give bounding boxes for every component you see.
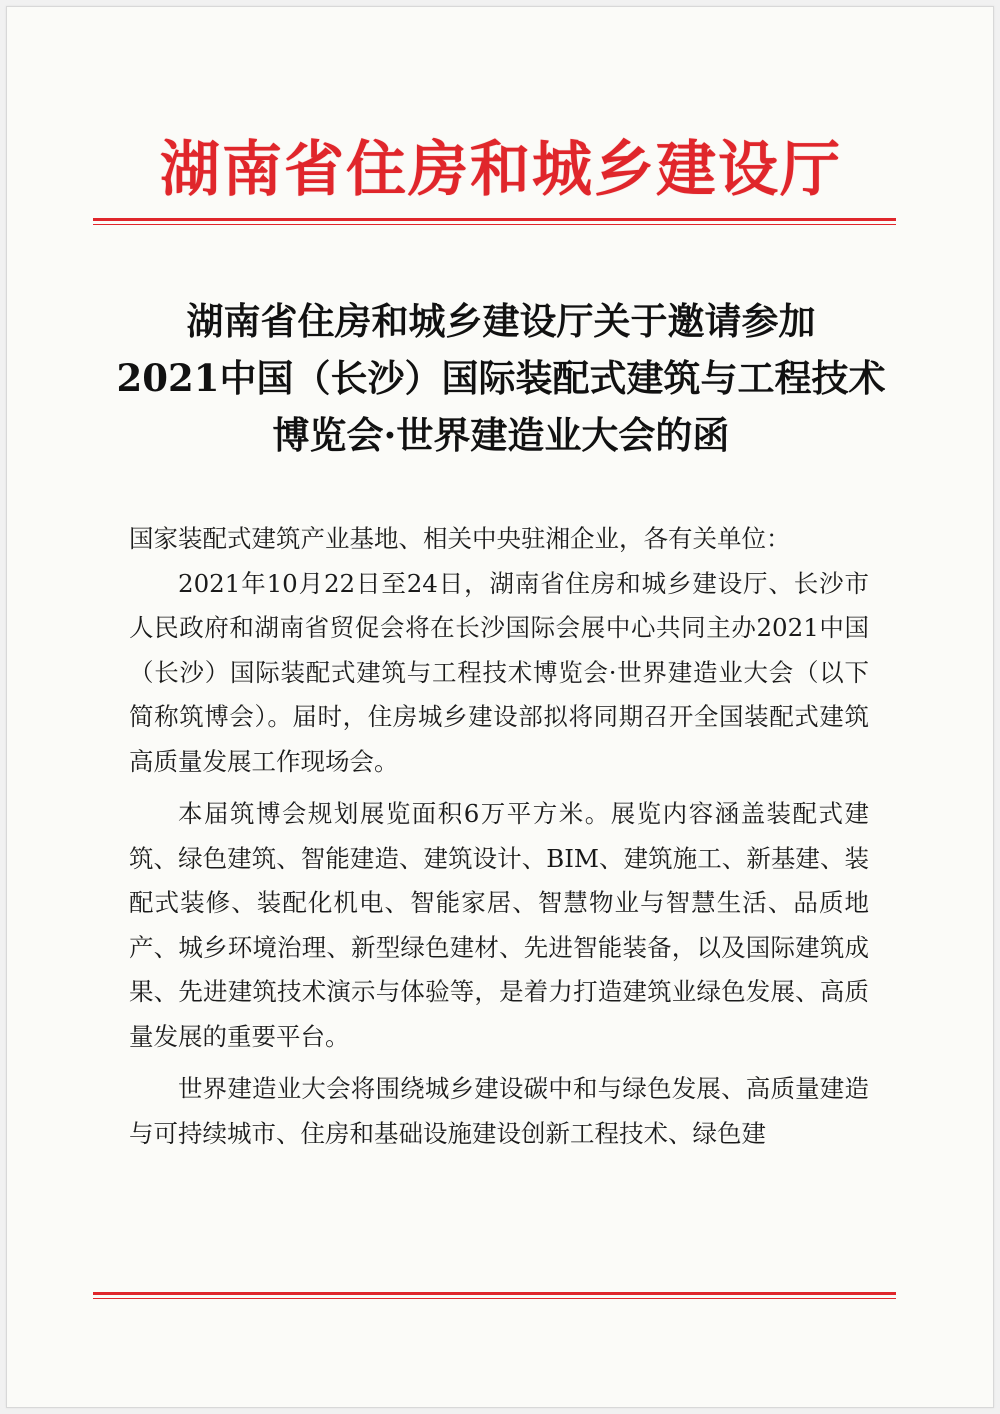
masthead-red-rule <box>93 218 896 225</box>
title-line-1: 湖南省住房和城乡建设厅关于邀请参加 <box>186 299 816 343</box>
red-rule-thick-line <box>93 218 896 221</box>
salutation: 国家装配式建筑产业基地、相关中央驻湘企业，各有关单位： <box>129 524 791 553</box>
body-paragraph-1: 2021年10月22日至24日，湖南省住房和城乡建设厅、长沙市人民政府和湖南省贸促会将在长沙国际会展中心共同主办2021中国（长沙）国际装配式建筑与工程技术博览会·世界建造业大会（以下简称筑博会）。届时，住房城乡建设部拟将同期召开全国装配式建筑高质量发展工作现场会。 <box>129 568 869 776</box>
document-body <box>129 517 869 1156</box>
footer-rule-thin-line <box>93 1298 896 1299</box>
title-line-2: 2021中国（长沙）国际装配式建筑与工程技术 <box>116 356 886 400</box>
masthead-title: 湖南省住房和城乡建设厅 <box>160 135 842 205</box>
footer-red-rule <box>93 1292 896 1299</box>
red-rule-thin-line <box>93 224 896 225</box>
footer-rule-thick-line <box>93 1292 896 1295</box>
body-paragraph-3: 世界建造业大会将围绕城乡建设碳中和与绿色发展、高质量建造与可持续城市、住房和基础设施建设创新工程技术、绿色建 <box>129 1074 869 1148</box>
document-page <box>6 6 994 1408</box>
title-line-3: 博览会·世界建造业大会的函 <box>272 413 730 457</box>
body-paragraph-2: 本届筑博会规划展览面积6万平方米。展览内容涵盖装配式建筑、绿色建筑、智能建造、建筑设计、BIM、建筑施工、新基建、装配式装修、装配化机电、智能家居、智慧物业与智慧生活、品质地产、城乡环境治理、新型绿色建材、先进智能装备，以及国际建筑成果、先进建筑技术演示与体验等，是着力打造建筑业绿色发展、高质量发展的重要平台。 <box>129 799 869 1051</box>
document-title <box>7 293 995 464</box>
